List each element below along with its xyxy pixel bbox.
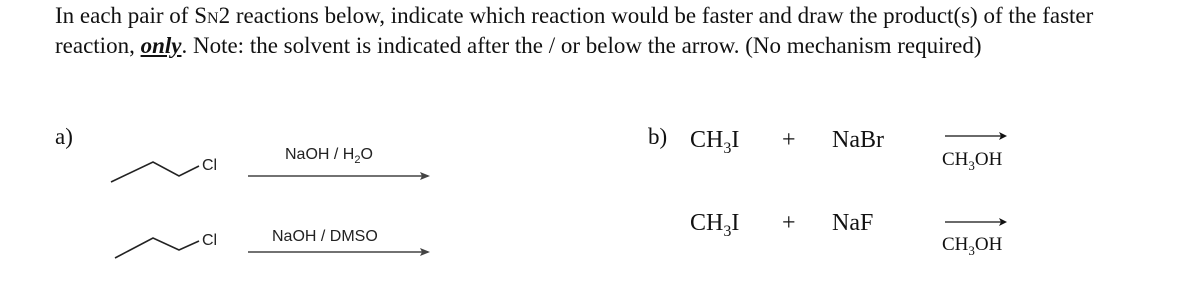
question-text-sn-letter: N: [207, 10, 219, 27]
reaction-a1-arrow: [248, 170, 438, 182]
reaction-a2-alkyl-chloride-structure: [105, 214, 235, 264]
reaction-a1-cl-label: Cl: [202, 157, 218, 174]
reaction-b1-reagent: NaBr: [832, 127, 884, 153]
reaction-a2-cl-label: Cl: [202, 232, 218, 249]
reaction-b2-reagent: NaF: [832, 210, 874, 236]
part-b-label: b): [648, 124, 668, 149]
part-a-label: a): [55, 124, 73, 149]
question-text-middle: 2 reactions below, indicate which reaction would be faster and draw the product(s) of the faster reaction,: [55, 3, 1094, 58]
reaction-b1-reactant: $CH_3I$: [690, 127, 740, 157]
reaction-a2-arrow: [248, 246, 438, 258]
reaction-b2-plus-sign: +: [782, 210, 796, 236]
question-text-end: . Note: the solvent is indicated after the / or below the arrow. (No mechanism required): [181, 33, 982, 58]
reaction-b2-reactant: $CH_3I$: [690, 210, 740, 240]
reaction-b1-solvent: $CH_3OH$: [942, 149, 1003, 173]
question-text-start: In each pair of S: [55, 3, 207, 28]
reaction-a2-reagent: NaOH / DMSO: [272, 228, 378, 245]
reaction-b2-solvent: $CH_3OH$: [942, 234, 1003, 258]
reaction-b2-arrow: [945, 216, 1015, 228]
reaction-a2-carbon-chain: [115, 238, 199, 258]
reaction-b1-plus-sign: +: [782, 127, 796, 153]
reaction-a1-alkyl-chloride-structure: [105, 140, 235, 190]
question-emphasis-only: only: [140, 33, 182, 58]
reaction-a1-reagent: NaOH / $H_2O$: [285, 146, 373, 167]
reaction-a1-carbon-chain: [111, 162, 199, 182]
question-text: [55, 2, 1175, 59]
reaction-b1-arrow: [945, 130, 1015, 142]
